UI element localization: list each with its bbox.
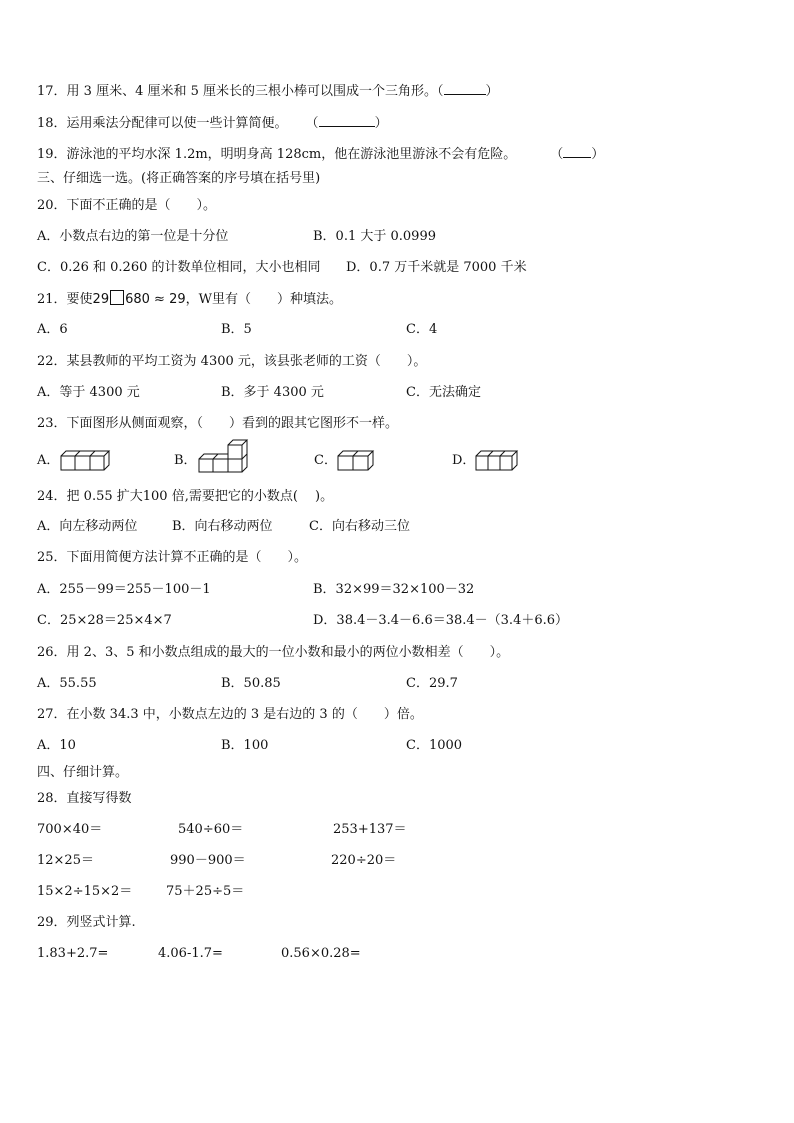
q23-figure-a-cubes <box>60 446 112 472</box>
q18-close-paren: ） <box>374 116 388 131</box>
q17-answer-blank[interactable] <box>444 82 486 95</box>
q28-item: 253+137＝ <box>333 822 407 837</box>
q21-number-right: 680 ≈ 29 <box>125 292 186 307</box>
question-18-text: 18．运用乘法分配律可以使一些计算简便。 <box>37 116 288 131</box>
q21-blank-square[interactable] <box>110 290 124 305</box>
q26-option-b[interactable]: B．50.85 <box>221 676 281 691</box>
question-23-stem: 23．下面图形从侧面观察，（ ）看到的跟其它图形不一样。 <box>37 416 399 431</box>
q17-close-paren: ） <box>485 84 499 99</box>
q28-item: 75＋25÷5＝ <box>166 884 245 899</box>
question-18 <box>37 114 388 133</box>
q24-option-a[interactable]: A．向左移动两位 <box>37 519 138 534</box>
q18-answer-blank[interactable] <box>319 114 375 127</box>
q24-option-c[interactable]: C．向右移动三位 <box>309 519 410 534</box>
q23-option-d[interactable]: D． <box>452 453 476 468</box>
q28-item: 540÷60＝ <box>178 822 244 837</box>
q23-figure-d-cubes <box>475 446 519 472</box>
q20-option-d[interactable]: D．0.7 万千米就是 7000 千米 <box>346 260 527 275</box>
question-20-stem: 20．下面不正确的是（ ）。 <box>37 198 217 213</box>
q21-option-b[interactable]: B．5 <box>221 322 252 337</box>
q20-option-a[interactable]: A．小数点右边的第一位是十分位 <box>37 229 229 244</box>
question-29-title: 29．列竖式计算. <box>37 915 136 930</box>
q19-open-paren: （ <box>550 147 564 162</box>
q21-pre-text: 21．要使 <box>37 292 93 307</box>
q17-open-paren: （ <box>437 84 444 99</box>
q23-option-a[interactable]: A． <box>37 453 60 468</box>
q21-number-left: 29 <box>92 292 110 307</box>
question-24-stem: 24．把 0.55 扩大100 倍,需要把它的小数点( )。 <box>37 489 334 504</box>
question-21-stem <box>37 290 342 309</box>
q27-option-a[interactable]: A．10 <box>37 738 76 753</box>
q21-option-a[interactable]: A．6 <box>37 322 68 337</box>
q19-close-paren: ） <box>591 147 605 162</box>
q28-item: 990－900＝ <box>170 853 246 868</box>
question-19-text: 19．游泳池的平均水深 1.2m，明明身高 128cm，他在游泳池里游泳不会有危险。 <box>37 147 517 162</box>
section-4-heading: 四、仔细计算。 <box>37 765 129 780</box>
q27-option-b[interactable]: B．100 <box>221 738 269 753</box>
q25-option-a[interactable]: A．255－99＝255－100－1 <box>37 582 211 597</box>
q20-option-c[interactable]: C．0.26 和 0.260 的计数单位相同，大小也相同 <box>37 260 321 275</box>
q26-option-a[interactable]: A．55.55 <box>37 676 97 691</box>
q21-post-text: ，W里有（ ）种填法。 <box>185 292 342 307</box>
question-28-title: 28．直接写得数 <box>37 791 132 806</box>
q22-option-b[interactable]: B．多于 4300 元 <box>221 385 324 400</box>
q29-item: 1.83+2.7= <box>37 946 109 961</box>
q21-option-c[interactable]: C．4 <box>406 322 438 337</box>
question-17-text: 17．用 3 厘米、4 厘米和 5 厘米长的三根小棒可以围成一个三角形。 <box>37 84 438 99</box>
question-25-stem: 25．下面用简便方法计算不正确的是（ ）。 <box>37 550 308 565</box>
question-27-stem: 27．在小数 34.3 中，小数点左边的 3 是右边的 3 的（ ）倍。 <box>37 707 423 722</box>
question-22-stem: 22．某县教师的平均工资为 4300 元，该县张老师的工资（ ）。 <box>37 354 427 369</box>
q27-option-c[interactable]: C．1000 <box>406 738 463 753</box>
q25-option-c[interactable]: C．25×28＝25×4×7 <box>37 613 172 628</box>
question-19 <box>37 145 604 164</box>
q28-item: 700×40＝ <box>37 822 103 837</box>
q20-option-b[interactable]: B．0.1 大于 0.0999 <box>313 229 436 244</box>
q18-open-paren: （ <box>305 116 319 131</box>
q29-item: 4.06-1.7= <box>158 946 223 961</box>
q28-item: 15×2÷15×2＝ <box>37 884 133 899</box>
section-3-heading: 三、仔细选一选。(将正确答案的序号填在括号里) <box>37 171 321 186</box>
q29-item: 0.56×0.28= <box>281 946 361 961</box>
q24-option-b[interactable]: B．向右移动两位 <box>172 519 273 534</box>
q25-option-b[interactable]: B．32×99＝32×100－32 <box>313 582 475 597</box>
q23-option-b[interactable]: B． <box>174 453 197 468</box>
q23-figure-b-cubes <box>198 438 250 474</box>
q19-answer-blank[interactable] <box>563 145 591 158</box>
q28-item: 12×25＝ <box>37 853 94 868</box>
q22-option-a[interactable]: A．等于 4300 元 <box>37 385 140 400</box>
q28-item: 220÷20＝ <box>331 853 397 868</box>
q25-option-d[interactable]: D．38.4－3.4－6.6＝38.4－（3.4＋6.6） <box>313 613 569 628</box>
q23-figure-c-cubes <box>337 446 379 472</box>
q23-option-c[interactable]: C． <box>314 453 337 468</box>
q22-option-c[interactable]: C．无法确定 <box>406 385 481 400</box>
q26-option-c[interactable]: C．29.7 <box>406 676 458 691</box>
question-17 <box>37 82 499 101</box>
question-26-stem: 26．用 2、3、5 和小数点组成的最大的一位小数和最小的两位小数相差（ ）。 <box>37 645 510 660</box>
